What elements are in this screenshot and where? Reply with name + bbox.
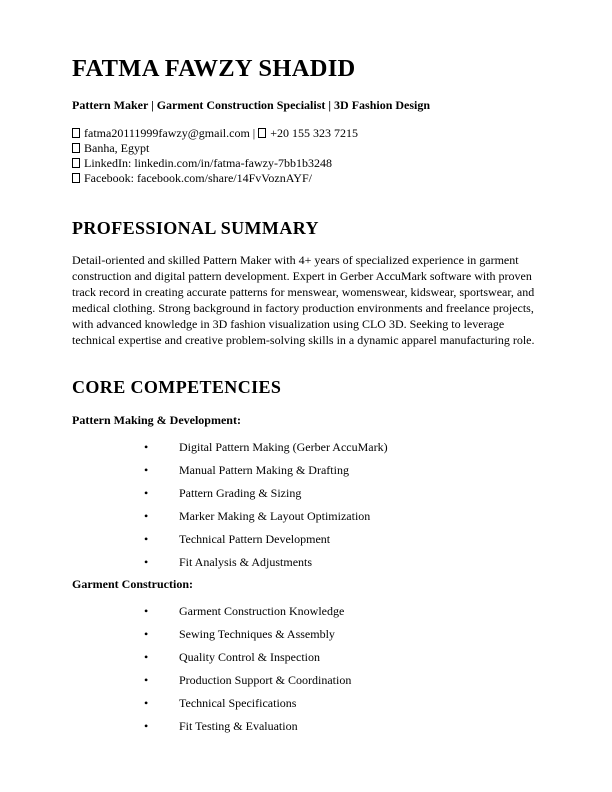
bullet-icon: • — [144, 463, 149, 477]
list-item-text: Fit Analysis & Adjustments — [179, 555, 313, 569]
bullet-icon: • — [144, 650, 149, 664]
list-item-text: Digital Pattern Making (Gerber AccuMark) — [179, 440, 388, 454]
candidate-name: FATMA FAWZY SHADID — [72, 55, 356, 82]
headline: Pattern Maker | Garment Construction Specialist | 3D Fashion Design — [72, 98, 431, 112]
contact-line-location — [72, 141, 358, 156]
phone-number[interactable]: +20 155 323 7215 — [270, 126, 358, 140]
contact-block — [72, 126, 358, 186]
email-link[interactable]: fatma20111999fawzy@gmail.com — [84, 126, 250, 140]
facebook-link[interactable]: facebook.com/share/14FvVoznAYF/ — [137, 171, 312, 185]
list-item-text: Garment Construction Knowledge — [179, 604, 345, 618]
phone-icon — [258, 128, 266, 138]
linkedin-link[interactable]: linkedin.com/in/fatma-fawzy-7bb1b3248 — [134, 156, 332, 170]
list-item-text: Marker Making & Layout Optimization — [179, 509, 371, 523]
bullet-icon: • — [144, 696, 149, 710]
list-item-text: Sewing Techniques & Assembly — [179, 627, 335, 641]
contact-line-email-phone — [72, 126, 358, 141]
list-item-text: Pattern Grading & Sizing — [179, 486, 302, 500]
linkedin-icon — [72, 158, 80, 168]
list-item-text: Technical Pattern Development — [179, 532, 331, 546]
contact-separator: | — [249, 126, 259, 140]
list-item-text: Quality Control & Inspection — [179, 650, 320, 664]
list-item-text: Technical Specifications — [179, 696, 297, 710]
group-heading-pattern-making: Pattern Making & Development: — [72, 413, 241, 427]
bullet-icon: • — [144, 673, 149, 687]
competencies-heading: CORE COMPETENCIES — [72, 377, 282, 397]
list-item-text: Production Support & Coordination — [179, 673, 352, 687]
location-icon — [72, 143, 80, 153]
summary-heading: PROFESSIONAL SUMMARY — [72, 218, 319, 238]
facebook-label: Facebook: — [84, 171, 134, 185]
bullet-icon: • — [144, 440, 149, 454]
bullet-icon: • — [144, 509, 149, 523]
bullet-icon: • — [144, 555, 149, 569]
bullet-icon: • — [144, 532, 149, 546]
bullet-icon: • — [144, 719, 149, 733]
bullet-icon: • — [144, 486, 149, 500]
email-icon — [72, 128, 80, 138]
contact-line-linkedin — [72, 156, 358, 171]
summary-text: Detail-oriented and skilled Pattern Maker with 4+ years of specialized experience in garment construction and digital pattern development. Expert in Gerber AccuMark software with proven track record in creating accurate patterns for menswear, womenswear, kidswear, sportswear, and medical clothing. Strong background in factory production environments and freelance projects, with advanced knowledge in 3D fashion visualization using CLO 3D. Seeking to leverage technical expertise and creative problem-solving skills in a dynamic apparel manufacturing role. — [72, 253, 535, 347]
group-heading-garment-construction: Garment Construction: — [72, 577, 193, 591]
contact-line-facebook — [72, 171, 358, 186]
bullet-icon: • — [144, 604, 149, 618]
linkedin-label: LinkedIn: — [84, 156, 132, 170]
facebook-icon — [72, 173, 80, 183]
bullet-icon: • — [144, 627, 149, 641]
list-item-text: Fit Testing & Evaluation — [179, 719, 298, 733]
list-item-text: Manual Pattern Making & Drafting — [179, 463, 349, 477]
location-text: Banha, Egypt — [84, 141, 150, 155]
